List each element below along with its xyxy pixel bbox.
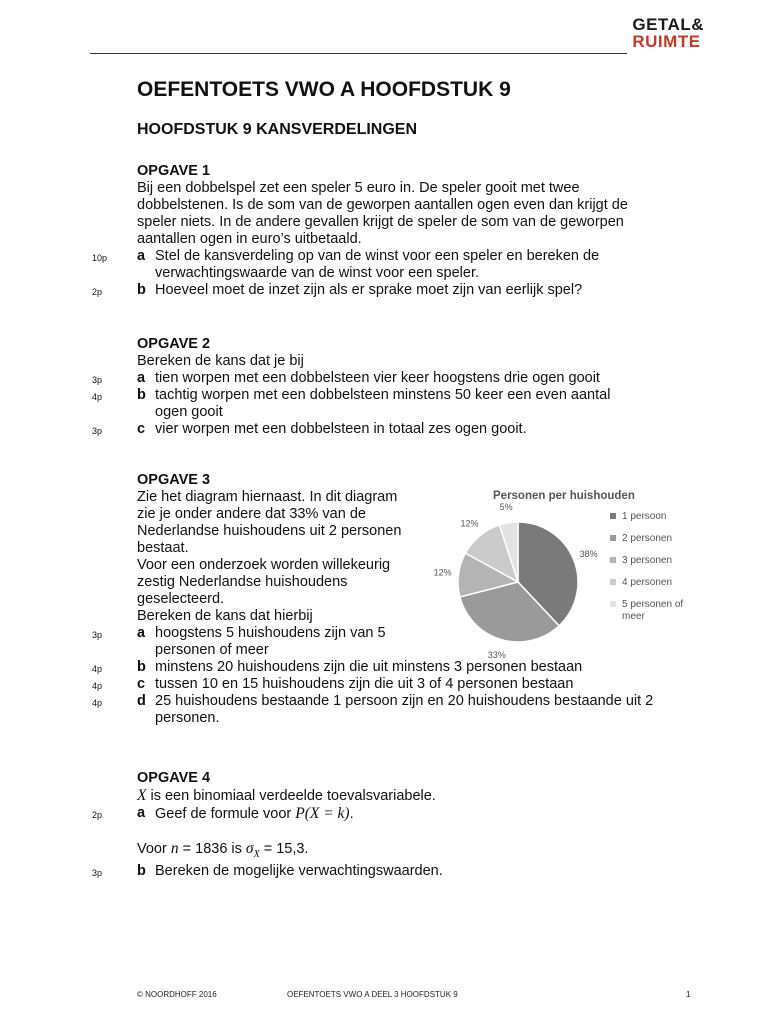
points-label: 2p (92, 810, 103, 820)
chart-title: Personen per huishouden (493, 490, 635, 502)
question-letter: b (137, 862, 146, 879)
opgave-2-question-a (92, 370, 632, 387)
pie-label-2: 33% (487, 649, 506, 660)
question-text: vier worpen met een dobbelsteen in totaal zes ogen gooit. (155, 421, 527, 437)
pie-label-5: 5% (499, 501, 513, 512)
question-letter: c (137, 676, 146, 692)
legend-swatch-5 (610, 601, 616, 607)
chapter-subtitle: HOOFDSTUK 9 KANSVERDELINGEN (137, 121, 418, 138)
given-pre: Voor (137, 841, 171, 857)
legend-swatch-3 (610, 557, 616, 563)
legend-label-1: 1 persoon (622, 511, 667, 522)
publisher-logo (632, 16, 704, 50)
opgave-3-question-c (92, 676, 655, 693)
question-text: tussen 10 en 15 huishoudens zijn die uit 3 of 4 personen bestaan (155, 676, 574, 692)
opgave-3-title: OPGAVE 3 (137, 472, 211, 488)
legend-label-5: 5 personen of meer (622, 599, 684, 622)
opgave-4 (92, 770, 632, 880)
legend-swatch-1 (610, 513, 616, 519)
points-label: 4p (92, 681, 103, 691)
points-label: 3p (92, 630, 103, 640)
opgave-2-intro: Bereken de kans dat je bij (137, 353, 304, 369)
footer-center: OEFENTOETS VWO A DEEL 3 HOOFDSTUK 9 (287, 990, 458, 999)
question-text: Geef de formule voor (155, 806, 296, 822)
points-label: 4p (92, 664, 103, 674)
question-text: Bereken de mogelijke verwachtingswaarden. (155, 862, 443, 879)
opgave-1-question-a (92, 248, 632, 282)
question-letter: a (137, 625, 146, 641)
footer-page-number: 1 (686, 990, 691, 999)
opgave-3-question-b (92, 659, 655, 676)
pie-label-4: 12% (460, 518, 479, 529)
legend-swatch-2 (610, 535, 616, 541)
opgave-4-title: OPGAVE 4 (137, 770, 211, 786)
pie-label-1: 38% (579, 549, 598, 560)
opgave-2 (92, 336, 632, 438)
opgave-2-title: OPGAVE 2 (137, 336, 211, 352)
opgave-1-title: OPGAVE 1 (137, 163, 211, 179)
opgave-4-question-b (92, 862, 632, 880)
given-eq2: = 15,3. (259, 841, 309, 857)
pie-chart (420, 482, 720, 660)
opgave-3-intro-2: Voor een onderzoek worden willekeurig zestig Nederlandse huishoudens geselecteerd. (137, 557, 391, 607)
opgave-1-question-b (92, 282, 632, 299)
points-label: 2p (92, 287, 103, 297)
question-letter: b (137, 387, 146, 403)
page-title: OEFENTOETS VWO A HOOFDSTUK 9 (137, 78, 511, 101)
question-text: hoogstens 5 huishoudens zijn van 5 personen of meer (155, 625, 386, 658)
question-end: . (349, 806, 354, 822)
points-label: 3p (92, 867, 103, 878)
opgave-3-question-d (92, 693, 700, 727)
opgave-2-question-b (92, 387, 632, 421)
question-letter: a (137, 370, 146, 386)
question-text: tachtig worpen met een dobbelsteen minstens 50 keer een even aantal ogen gooit (155, 387, 611, 420)
legend-swatch-4 (610, 579, 616, 585)
points-label: 10p (92, 253, 108, 263)
question-text: tien worpen met een dobbelsteen vier keer hoogstens drie ogen gooit (155, 370, 600, 386)
legend-label-2: 2 personen (622, 533, 673, 544)
opgave-1-intro: Bij een dobbelspel zet een speler 5 euro in. De speler gooit met twee dobbelstenen. Is de som van de geworpen aantallen ogen even dan krijgt de speler niets. In de andere gevallen krijgt de speler de som van de geworpen aantallen ogen in euro’s uitbetaald. (137, 180, 628, 247)
question-letter: a (137, 248, 146, 264)
header-rule (90, 53, 627, 54)
opgave-4-intro (137, 787, 632, 805)
opgave-3-question-a (92, 625, 417, 659)
opgave-3-intro: Zie het diagram hiernaast. In dit diagram zie je onder andere dat 33% van de Nederlandse huishoudens uit 2 personen bestaat. (137, 489, 402, 556)
question-text: Hoeveel moet de inzet zijn als er sprake moet zijn van eerlijk spel? (155, 282, 583, 298)
question-letter: c (137, 421, 146, 437)
opgave-1 (92, 163, 632, 299)
question-text: 25 huishoudens bestaande 1 persoon zijn en 20 huishoudens bestaande uit 2 personen. (155, 693, 654, 726)
opgave-4-given (137, 840, 632, 863)
question-text: Stel de kansverdeling op van de winst voor een speler en bereken de verwachtingswaarde van de winst voor een speler. (155, 248, 600, 281)
opgave-4-question-a (92, 805, 632, 823)
legend-label-4: 4 personen (622, 577, 673, 588)
opgave-3-intro-3: Bereken de kans dat hierbij (137, 608, 313, 624)
question-text: minstens 20 huishoudens zijn die uit minstens 3 personen bestaan (155, 659, 583, 675)
logo-line-2: RUIMTE (632, 32, 701, 51)
question-letter: b (137, 659, 146, 675)
question-letter: a (137, 805, 146, 821)
opgave-2-question-c (92, 421, 632, 438)
sigma-symbol: σ (245, 840, 254, 857)
variable-n: n (170, 840, 179, 857)
question-letter: d (137, 693, 146, 709)
footer-copyright: © NOORDHOFF 2016 (137, 990, 217, 999)
sigma-subscript: X (253, 848, 260, 860)
formula-probability: P(X = k) (295, 805, 350, 822)
pie-label-3: 12% (433, 567, 452, 578)
points-label: 4p (92, 392, 103, 402)
logo-line-1: GETAL& (632, 15, 704, 34)
given-eq1: = 1836 is (178, 841, 246, 857)
intro-text: is een binomiaal verdeelde toevalsvariabele. (146, 788, 436, 804)
question-letter: b (137, 282, 146, 298)
legend-label-3: 3 personen (622, 555, 673, 566)
variable-x: X (137, 787, 147, 804)
points-label: 3p (92, 375, 103, 385)
points-label: 3p (92, 426, 103, 436)
points-label: 4p (92, 698, 103, 708)
